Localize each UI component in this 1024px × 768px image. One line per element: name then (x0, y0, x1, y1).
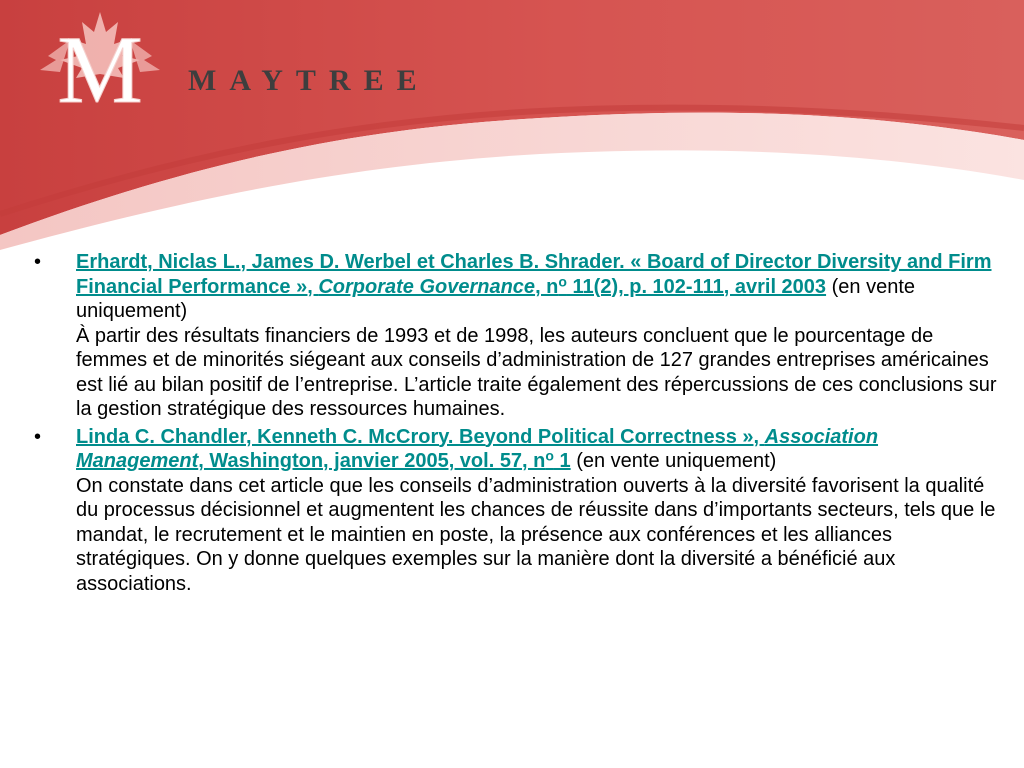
brand-wordmark: MAYTREE (188, 64, 430, 97)
reference-list (30, 250, 998, 599)
reference-link-text: Erhardt, Niclas L., James D. Werbel et Charles B. Shrader. « Board of Director Diversity and Firm Financial Performance », (76, 251, 992, 298)
reference-summary: À partir des résultats financiers de 1993 et de 1998, les auteurs concluent que le pourcentage de femmes et de minorités siégeant aux conseils d’administration de 127 grandes entreprises américaines est lié au bilan positif de l’entreprise. L’article traite également des répercussions de ces conclusions sur la gestion stratégique des ressources humaines. (76, 324, 997, 420)
monogram-logo (40, 14, 160, 124)
reference-availability: (en vente uniquement) (76, 275, 916, 322)
reference-link-text: , n (535, 275, 559, 298)
reference-link-text: 1 (553, 450, 571, 472)
reference-item (30, 250, 998, 422)
reference-superscript: o (558, 273, 567, 290)
reference-journal: Association Management (76, 425, 879, 472)
reference-item (30, 425, 998, 597)
bullet-icon: • (34, 251, 42, 273)
reference-link-text: , Washington, janvier 2005, vol. 57, n (198, 450, 546, 472)
bullet-icon: • (34, 425, 42, 448)
reference-link-text: Linda C. Chandler, Kenneth C. McCrory. Beyond Political Correctness », (76, 425, 765, 448)
monogram-letter: M (57, 16, 143, 123)
reference-journal: Corporate Governance (318, 275, 536, 298)
reference-summary: On constate dans cet article que les conseils d’administration ouverts à la diversité favorisent la qualité du processus décisionnel et augmentent les chances de réussite dans d’importants secteurs, tels que le mandat, le recrutement et le maintien en poste, la présence aux conférences et les alliances stratégiques. On y donne quelques exemples sur la manière dont la diversité a bénéficié aux associations. (76, 474, 996, 595)
reference-link-text: 11(2), p. 102-111, avril 2003 (566, 275, 827, 298)
reference-superscript: o (545, 447, 554, 464)
reference-availability: (en vente uniquement) (570, 450, 777, 472)
